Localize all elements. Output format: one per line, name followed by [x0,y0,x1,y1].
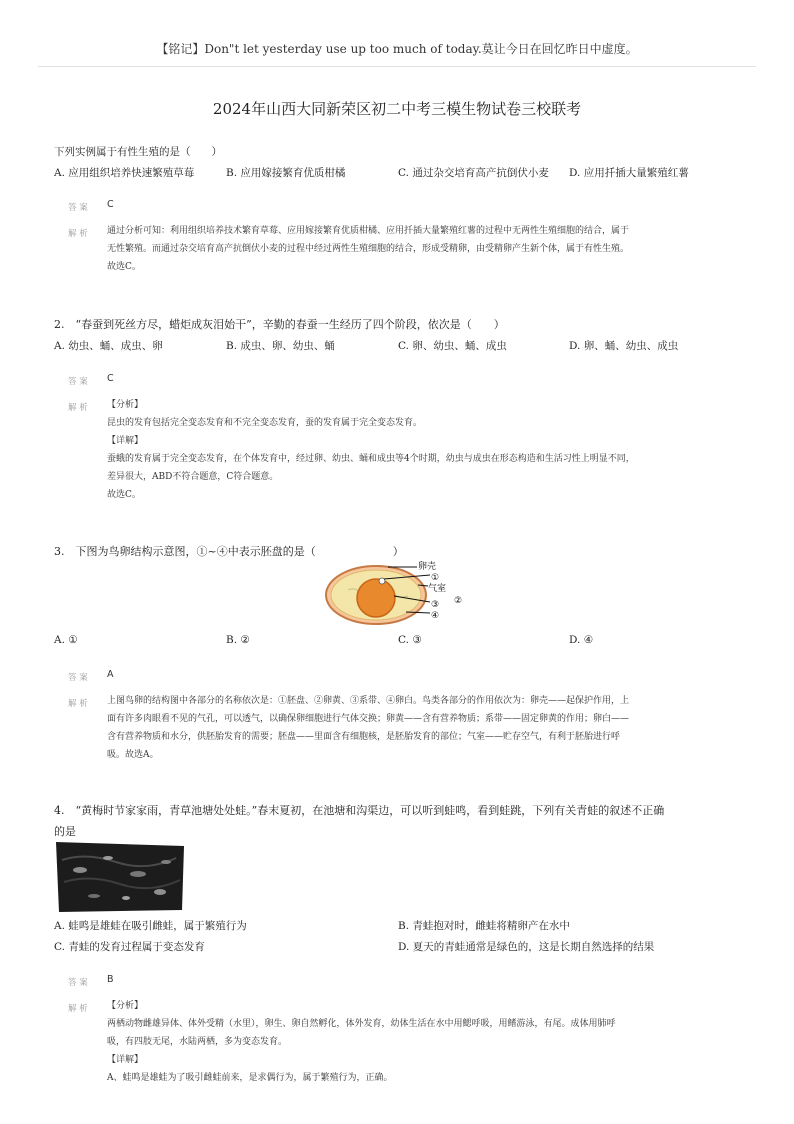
q4-option-c: C. 青蛙的发育过程属于变态发育 [54,941,205,953]
header-divider [38,66,756,67]
q4-option-a: A. 蛙鸣是雄蛙在吸引雌蛙，属于繁殖行为 [54,920,247,932]
q1-option-d: D. 应用扦插大量繁殖红薯 [569,167,689,179]
q2-analysis-label: 解 析 [68,403,88,413]
q4-answer-value: B [107,974,114,985]
label-1: ① [431,573,440,583]
q1-answer-label: 答 案 [68,203,88,213]
bird-egg-diagram [318,556,478,628]
q3-option-d: D. ④ [569,634,594,646]
q3-explanation-line: 上图鸟卵的结构图中各部分的名称依次是：①胚盘、②卵黄、③系带、④卵白。鸟类各部分的作用依次为：卵壳——起保护作用，上 [107,696,630,706]
q3-explanation-line: 面有许多肉眼看不见的气孔，可以透气，以确保卵细胞进行气体交换；卵黄——含有营养物质；系带——固定卵黄的作用；卵白—— [107,714,630,724]
q4-stem-line1: 4. “黄梅时节家家雨，青草池塘处处蛙。”春末夏初，在池塘和沟渠边，可以听到蛙鸣，看到蛙跳，下列有关青蛙的叙述不正确 [54,804,665,817]
q3-explanation-line: 吸。故选A。 [107,750,159,760]
q4-option-b: B. 青蛙抱对时，雌蛙将精卵产在水中 [398,920,570,932]
q2-explanation-line: 【分析】 [107,400,144,410]
q1-explanation-line: 通过分析可知：利用组织培养技术繁育草莓、应用嫁接繁育优质柑橘、应用扦插大量繁殖红薯的过程中无两性生殖细胞的结合，属于 [107,226,630,236]
q3-option-c: C. ③ [398,634,422,646]
frog-pond-photo [56,840,184,912]
q2-option-b: B. 成虫、卵、幼虫、蛹 [226,340,335,352]
q3-stem: 3. 下图为鸟卵结构示意图，①~④中表示胚盘的是（ ） [54,545,404,558]
q3-explanation-line: 含有营养物质和水分，供胚胎发育的需要；胚盘——里面含有细胞核，是胚胎发育的部位；气室——贮存空气，有利于胚胎进行呼 [107,732,621,742]
q1-explanation [107,222,629,276]
q3-explanation [107,692,629,764]
q4-answer-label: 答 案 [68,978,88,988]
q4-analysis-label: 解 析 [68,1004,88,1014]
q2-option-c: C. 卵、幼虫、蛹、成虫 [398,340,507,352]
label-shell: 卵壳 [418,562,437,572]
label-4: ④ [431,611,440,621]
q3-answer-label: 答 案 [68,673,88,683]
q4-explanation-line: 吸，有四肢无尾，水陆两栖，多为变态发育。 [107,1037,288,1047]
q4-option-d: D. 夏天的青蛙通常是绿色的，这是长期自然选择的结果 [398,941,655,953]
label-3: ③ [431,600,440,610]
q3-option-b: B. ② [226,634,250,646]
q4-explanation [107,997,616,1087]
q2-answer-value: C [107,373,114,384]
q3-answer-value: A [107,669,114,680]
q1-option-b: B. 应用嫁接繁育优质柑橘 [226,167,346,179]
q2-explanation-line: 蚕蛾的发育属于完全变态发育，在个体发育中，经过卵、幼虫、蛹和成虫等4个时期，幼虫与成虫在形态构造和生活习性上明显不同， [107,454,635,464]
q1-option-a: A. 应用组织培养快速繁殖草莓 [54,167,195,179]
q4-explanation-line: A、蛙鸣是雄蛙为了吸引雌蛙前来，是求偶行为，属于繁殖行为，正确。 [107,1073,393,1083]
q4-stem-line2: 的是 [54,825,76,838]
q2-explanation [107,396,635,504]
q2-explanation-line: 【详解】 [107,436,144,446]
q2-explanation-line: 昆虫的发育包括完全变态发育和不完全变态发育，蚕的发育属于完全变态发育。 [107,418,423,428]
q1-explanation-line: 无性繁殖。而通过杂交培育高产抗倒伏小麦的过程中经过两性生殖细胞的结合，形成受精卵，由受精卵产生新个体，属于有性生殖。 [107,244,630,254]
page-title: 2024年山西大同新荣区初二中考三模生物试卷三校联考 [212,100,582,118]
q1-option-c: C. 通过杂交培育高产抗倒伏小麦 [398,167,549,179]
q2-option-a: A. 幼虫、蛹、成虫、卵 [54,340,163,352]
q1-answer-value: C [107,199,114,210]
q1-explanation-line: 故选C。 [107,262,141,272]
q2-option-d: D. 卵、蛹、幼虫、成虫 [569,340,679,352]
q4-explanation-line: 【详解】 [107,1055,144,1065]
q4-explanation-line: 两栖动物雌雄异体、体外受精（水里），卵生、卵自然孵化，体外发育，幼体生活在水中用鳃呼吸，用鳍游泳，有尾。成体用肺呼 [107,1019,616,1029]
q4-explanation-line: 【分析】 [107,1001,144,1011]
q2-answer-label: 答 案 [68,377,88,387]
label-air-cell: 气室 [428,584,447,594]
motto: 【铭记】Don"t let yesterday use up too much of today.莫让今日在回忆昨日中虚度。 [156,42,638,56]
q3-analysis-label: 解 析 [68,699,88,709]
q2-explanation-line: 故选C。 [107,490,141,500]
label-2: ② [454,596,463,606]
q2-explanation-line: 差异很大，ABD不符合题意，C符合题意。 [107,472,279,482]
q1-stem: 下列实例属于有性生殖的是（ ） [54,146,222,158]
q1-analysis-label: 解 析 [68,229,88,239]
q2-stem: 2. “春蚕到死丝方尽，蜡炬成灰泪始干”，辛勤的春蚕一生经历了四个阶段，依次是（ ） [54,318,505,331]
yolk [357,579,395,617]
q3-option-a: A. ① [54,634,78,646]
